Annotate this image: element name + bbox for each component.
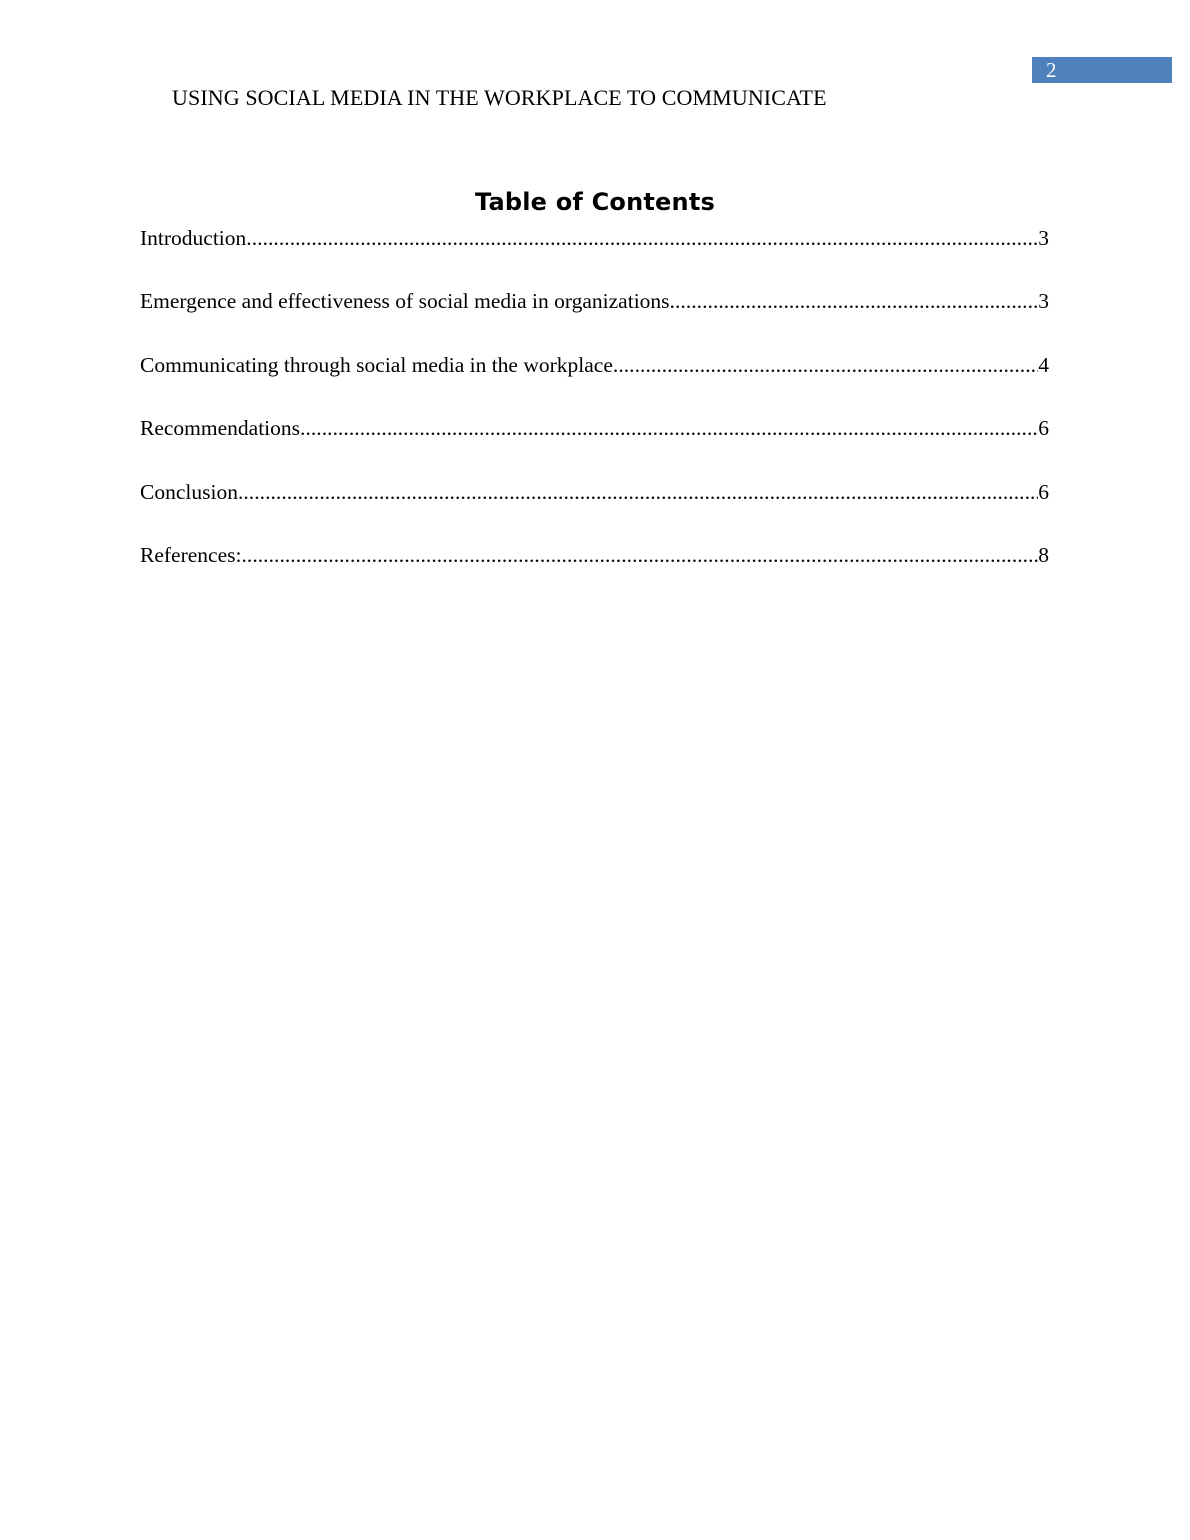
toc-entry-label: Emergence and effectiveness of social media in organizations xyxy=(140,289,670,314)
toc-entry-page: 3 xyxy=(1038,226,1049,250)
toc-entry-label: Introduction xyxy=(140,226,247,250)
toc-entry-page: 8 xyxy=(1038,542,1049,567)
toc-title: Table of Contents xyxy=(475,188,715,216)
toc-entry-emergence[interactable] xyxy=(140,288,1049,351)
toc-entry-page: 6 xyxy=(1038,416,1049,441)
page-number: 2 xyxy=(1046,58,1057,82)
toc-entry-page: 4 xyxy=(1038,352,1049,377)
toc-entry-references[interactable] xyxy=(140,542,1049,605)
page-number-box xyxy=(1032,57,1172,83)
toc-list xyxy=(140,225,1049,605)
toc-dot-leader xyxy=(670,288,1039,314)
toc-entry-conclusion[interactable] xyxy=(140,479,1049,542)
toc-entry-label: Communicating through social media in the workplace xyxy=(140,352,613,377)
toc-entry-page: 3 xyxy=(1038,289,1049,314)
toc-dot-leader xyxy=(300,415,1038,441)
toc-dot-leader xyxy=(238,479,1038,505)
toc-entry-introduction[interactable] xyxy=(140,225,1049,288)
running-head: USING SOCIAL MEDIA IN THE WORKPLACE TO COMMUNICATE xyxy=(172,85,827,110)
toc-entry-label: References: xyxy=(140,542,242,567)
toc-dot-leader xyxy=(613,352,1038,378)
toc-entry-label: Recommendations xyxy=(140,416,301,441)
toc-dot-leader xyxy=(241,542,1038,568)
toc-dot-leader xyxy=(246,225,1038,251)
toc-entry-page: 6 xyxy=(1038,479,1049,504)
toc-entry-label: Conclusion xyxy=(140,479,238,504)
toc-entry-communicating[interactable] xyxy=(140,352,1049,415)
toc-entry-recommendations[interactable] xyxy=(140,415,1049,478)
